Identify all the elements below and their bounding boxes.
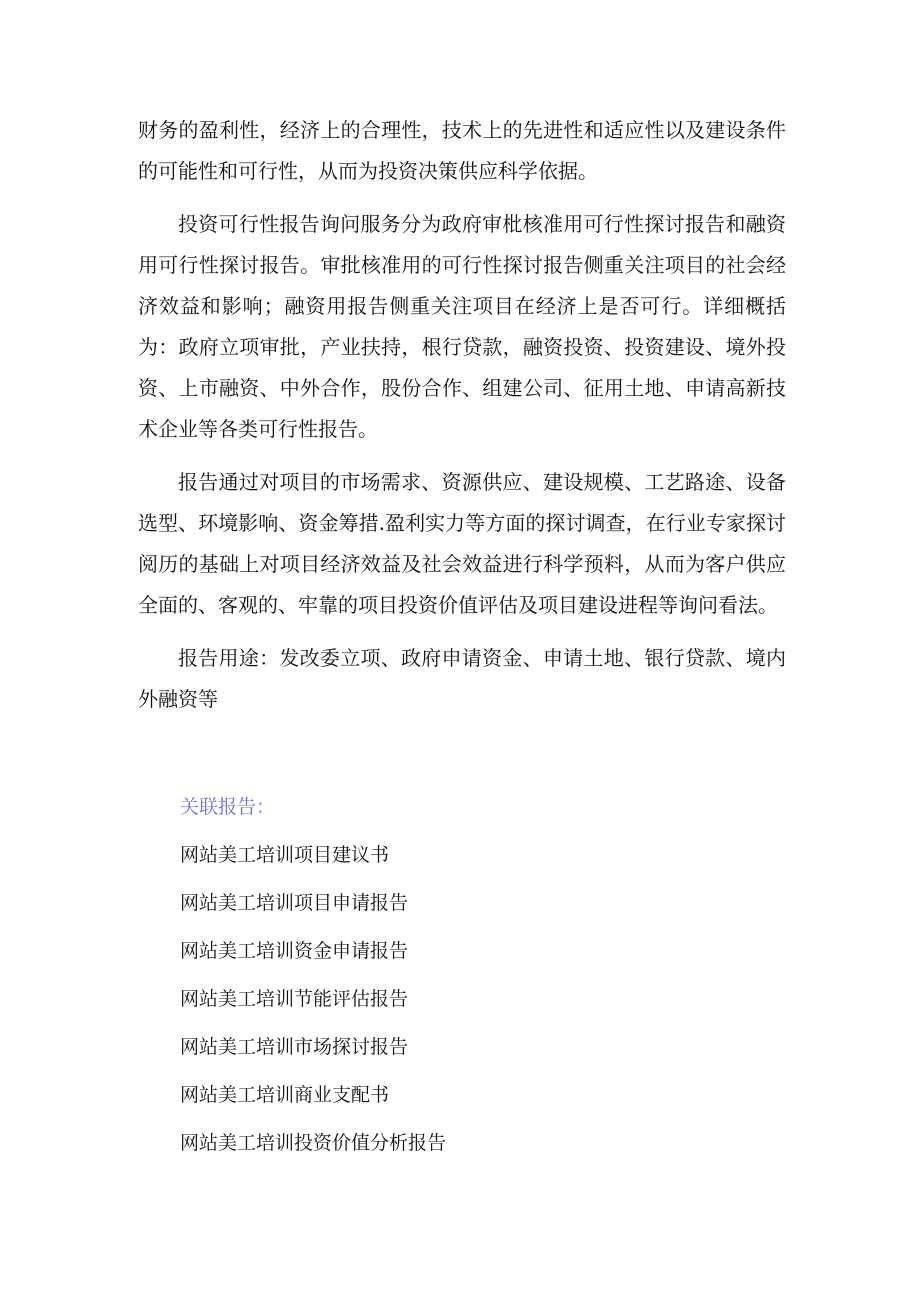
related-report-item[interactable]: 网站美工培训投资价值分析报告 <box>180 1132 447 1154</box>
related-report-item[interactable]: 网站美工培训资金申请报告 <box>180 940 409 962</box>
related-reports <box>180 783 446 1167</box>
paragraph-report-types: 投资可行性报告询问服务分为政府审枇核准用可行性探讨报告和融资用可行性探讨报告。审批核准用的可行性探讨报告侧重关注项目的社会经济效益和影响；融资用报告侧重关注项目在经济上是否可行。详细概括为：政府立项审批，产业扶持，根行贷款，融资投资、投资建设、境外投资、上市融资、中外合作，股份合作、组建公司、征用土地、申请高新技术企业等各类可行性报告。 <box>138 212 786 441</box>
related-report-item[interactable]: 网站美工培训节能评估报告 <box>180 988 409 1010</box>
paragraph-report-usage: 报告用途：发改委立项、政府申请资金、申请土地、银行贷款、境内外融资等 <box>138 646 786 711</box>
related-report-item[interactable]: 网站美工培训项目申请报告 <box>180 892 409 914</box>
related-report-item[interactable]: 网站美工培训项目建议书 <box>180 844 390 866</box>
related-report-item[interactable]: 网站美工培训商业支配书 <box>180 1084 390 1106</box>
related-reports-heading: 关联报告： <box>180 796 276 818</box>
paragraph-continued: 财务的盈利性，经济上的合理性，技术上的先进性和适应性以及建设条件的可能性和可行性，从而为投资决策供应科学依据。 <box>138 118 786 183</box>
document-body <box>138 110 786 732</box>
paragraph-report-scope: 报告通过对项目的市场需求、资源供应、建设规模、工艺路途、设备选型、环境影响、资金筹措.盈利实力等方面的探讨调查，在行业专家探讨阅历的基础上对项目经济效益及社会效益进行科学预料，从而为客户供应全面的、客观的、牢靠的项目投资价值评估及项目建设进程等询问看法。 <box>138 470 786 617</box>
related-report-item[interactable]: 网站美工培训市场探讨报告 <box>180 1036 409 1058</box>
